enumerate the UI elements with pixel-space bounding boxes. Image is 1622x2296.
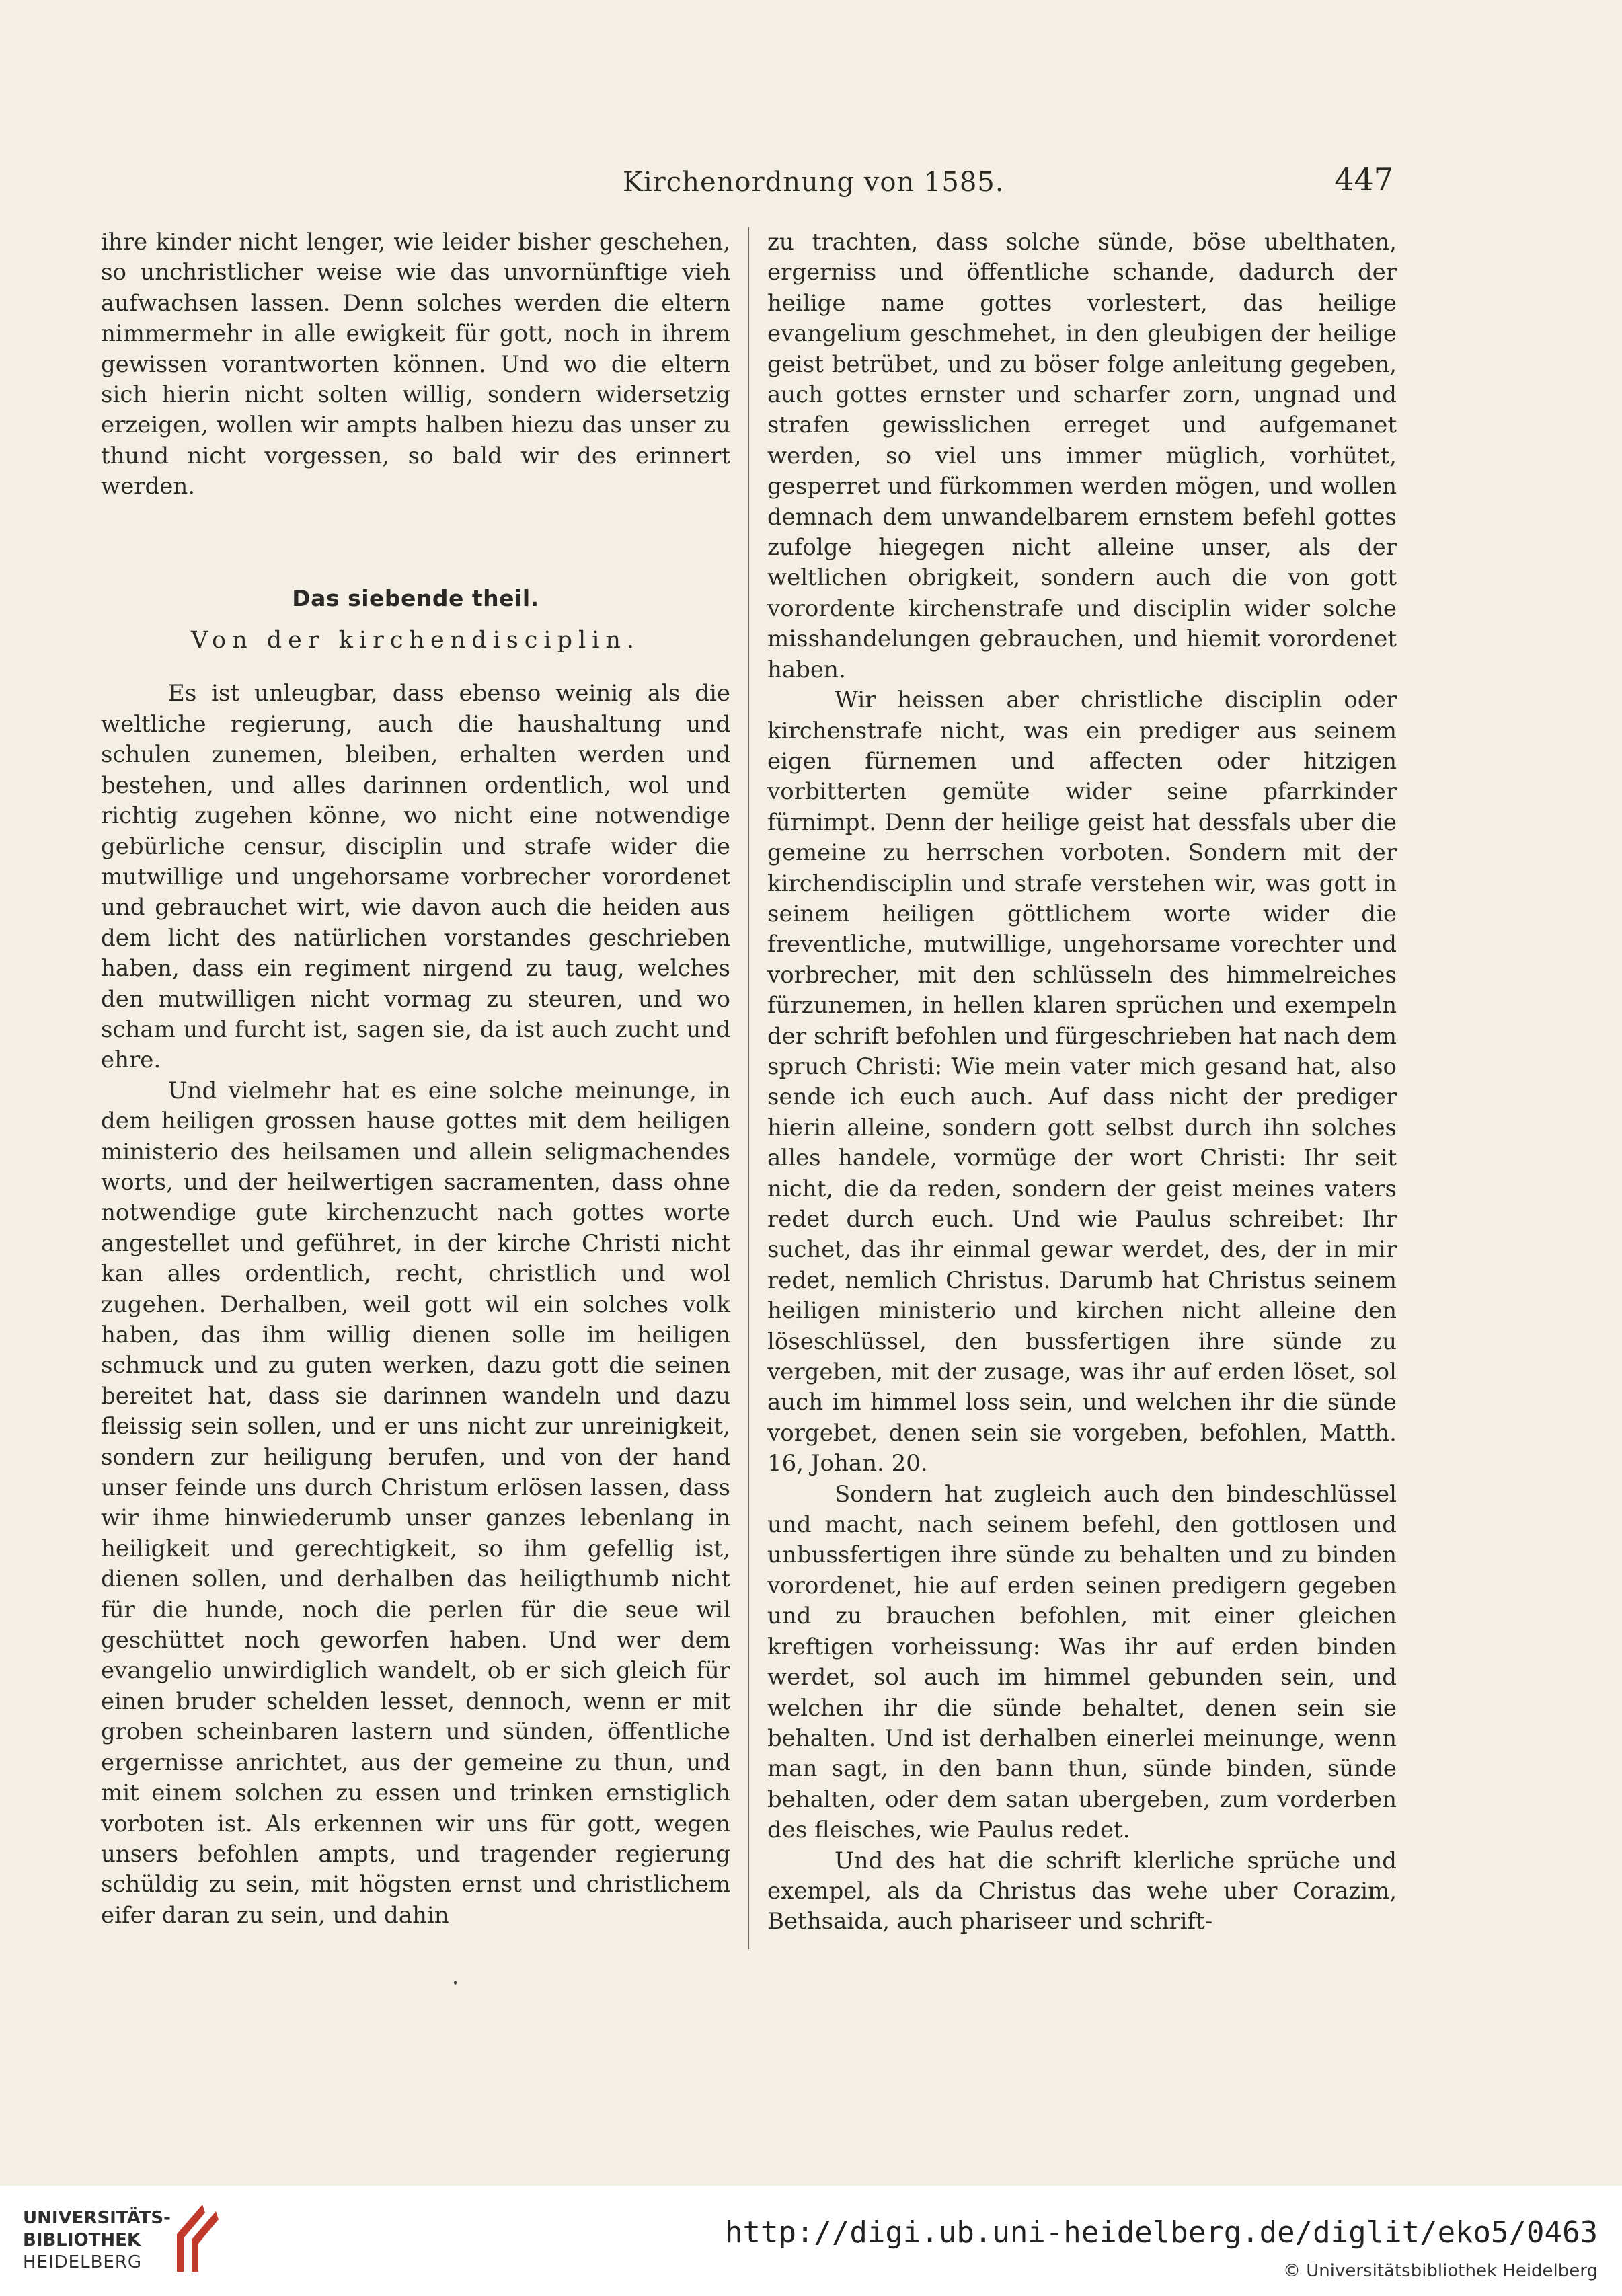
right-paragraph-2: Wir heissen aber christliche disciplin oder kirchenstrafe nicht, was ein prediger aus seinem eigen fürnemen und affecten oder hitzigen vorbitterten gemüte wider seine pfarrkinder fürnimpt. Denn der heilige geist hat dessfals uber die gemeine zu herrschen vorboten. Sondern mit der kirchendisciplin und strafe verstehen wir, was gott in seinem heiligen göttlichem worte wider die freventliche, mutwillige, ungehorsame vorechter und vorbrecher, mit den schlüsseln des himmelreiches fürzunemen, in hellen klaren sprüchen und exempeln der schrift befohlen und fürgeschrieben hat nach dem spruch Christi: Wie mein vater mich gesand hat, also sende ich euch auch. Auf dass nicht der prediger hierin alleine, sondern gott selbst durch ihn solches alles handele, vormüge der wort Christi: Ihr seit nicht, die da reden, sondern der geist meines vaters redet durch euch. Und wie Paulus schreibet: Ihr suchet, das ihr einmal gewar werdet, des, der in mir redet, nemlich Christus. Darumb hat Christus seinem heiligen ministerio und kirchen nicht alleine den löseschlüssel, den bussfertigen ihre sünde zu vergeben, mit der zusage, was ihr auf erden löset, sol auch im himmel loss sein, und welchen ihr die sünde vorgebet, denen sein sie vorgeben, befohlen, Matth. 16, Johan. 20. xyxy=(767,687,1397,1478)
running-title: Kirchenordnung von 1585. xyxy=(623,167,1005,198)
right-column xyxy=(767,227,1397,1938)
left-paragraph-1: ihre kinder nicht lenger, wie leider bisher geschehen, so unchristlicher weise wie das unvornünftige vieh aufwachsen lassen. Denn solches werden die eltern nimmermehr in alle ewigkeit für gott, noch in ihrem gewissen vorantworten können. Und wo die eltern sich hierin nicht solten willig, sondern widersetzig erzeigen, wollen wir ampts halben hiezu das unser zu thund nicht vorgessen, so bald wir des erinnert werden. xyxy=(101,229,730,500)
right-paragraph-4: Und des hat die schrift klerliche sprüche und exempel, als da Christus das wehe uber Corazim, Bethsaida, auch phariseer und schrift- xyxy=(767,1847,1397,1936)
section-subheading: Von der kirchendisciplin. xyxy=(190,627,641,654)
right-paragraph-3: Sondern hat zugleich auch den bindeschlüssel und macht, nach seinem befehl, den gottlosen und unbussfertigen ihre sünde zu behalten und zu binden vorordenet, hie auf erden seinen predigern gegeben und zu brauchen befohlen, mit einer gleichen kreftigen vorheissung: Was ihr auf erden binden werdet, sol auch im himmel gebunden sein, und welchen ihr die sünde behaltet, denen sein sie behalten. Und ist derhalben einerlei meinunge, wenn man sagt, in den bann thun, sünde binden, sünde behalten, oder dem satan ubergeben, zum vorderben des fleisches, wie Paulus redet. xyxy=(767,1480,1397,1844)
page-number: 447 xyxy=(1334,161,1393,198)
section-heading: Das siebende theil. xyxy=(292,584,539,611)
permalink-url[interactable]: http://digi.ub.uni-heidelberg.de/diglit/eko5/0463 xyxy=(724,2215,1598,2250)
left-paragraph-3: Und vielmehr hat es eine solche meinunge, in dem heiligen grossen hause gottes mit dem heiligen ministerio des heilsamen und allein seligmachendes worts, und der heilwertigen sacramenten, dass ohne notwendige gute kirchenzucht nach gottes worte angestellet und geführet, in der kirche Christi nicht kan alles ordentlich, recht, christlich und wol zugehen. Derhalben, weil gott wil ein solches volk haben, das ihm willig dienen solle im heiligen schmuck und zu guten werken, dazu gott die seinen bereitet hat, dass sie darinnen wandeln und dazu fleissig sein sollen, und er uns nicht zur unreinigkeit, sondern zur heiligung berufen, und von der hand unser feinde uns durch Christum erlösen lassen, dass wir ihme hinwiederumb unser ganzes lebenlang in heiligkeit und gerechtigkeit, so ihm gefellig ist, dienen sollen, und derhalben das heiligthumb nicht für die hunde, noch die perlen für die seue wil geschüttet noch geworfen haben. Und wer dem evangelio unwirdiglich wandelt, ob er sich gleich für einen bruder schelden lesset, dennoch, wenn er mit groben scheinbaren lastern und sünden, öffentliche ergernisse anrichtet, aus der gemeine zu thun, und mit einem solchen zu essen und trinken ernstiglich vorboten ist. Als erkennen wir uns für gott, wegen unsers befohlen ampts, und tragender regierung schüldig zu sein, mit högsten ernst und christlichem eifer daran zu sein, und dahin xyxy=(101,1077,730,1929)
library-logo-icon xyxy=(163,2202,231,2276)
copyright-notice: © Universitätsbibliothek Heidelberg xyxy=(1282,2261,1598,2281)
paper-speck xyxy=(454,1981,457,1985)
library-logo-text: UNIVERSITÄTS- BIBLIOTHEK HEIDELBERG xyxy=(23,2208,171,2272)
running-head xyxy=(0,160,1622,207)
column-divider xyxy=(748,227,749,1949)
viewer-footer xyxy=(0,2186,1622,2296)
left-column xyxy=(101,227,730,1931)
right-paragraph-1: zu trachten, dass solche sünde, böse ubelthaten, ergerniss und öffentliche schande, dadurch der heilige name gottes vorlestert, das heilige evangelium geschmehet, in den gleubigen der heilige geist betrübet, und zu böser folge anleitung gegeben, auch gottes ernster und scharfer zorn, ungnad und strafen gewisslichen erreget und aufgemanet werden, so viel uns immer müglich, vorhütet, gesperret und fürkommen werden mögen, und wollen demnach dem unwandelbarem ernstem befehl gottes zufolge hiegegen nicht alleine unser, als der weltlichen obrigkeit, sondern auch die von gott vorordente kirchenstrafe und disciplin wider solche misshandelungen gebrauchen, und hiemit vorordenet haben. xyxy=(767,229,1397,683)
left-paragraph-2: Es ist unleugbar, dass ebenso weinig als die weltliche regierung, auch die haushaltung und schulen zunemen, bleiben, erhalten werden und bestehen, und alles darinnen ordentlich, wol und richtig zugehen könne, wo nicht eine notwendige gebürliche censur, disciplin und strafe wider die mutwillige und ungehorsame vorbrecher vorordenet und gebrauchet wirt, wie davon auch die heiden aus dem licht des natürlichen vorstandes geschrieben haben, dass ein regiment nirgend zu taug, welches den mutwilligen nicht vormag zu steuren, und wo scham und furcht ist, sagen sie, da ist auch zucht und ehre. xyxy=(101,680,730,1074)
